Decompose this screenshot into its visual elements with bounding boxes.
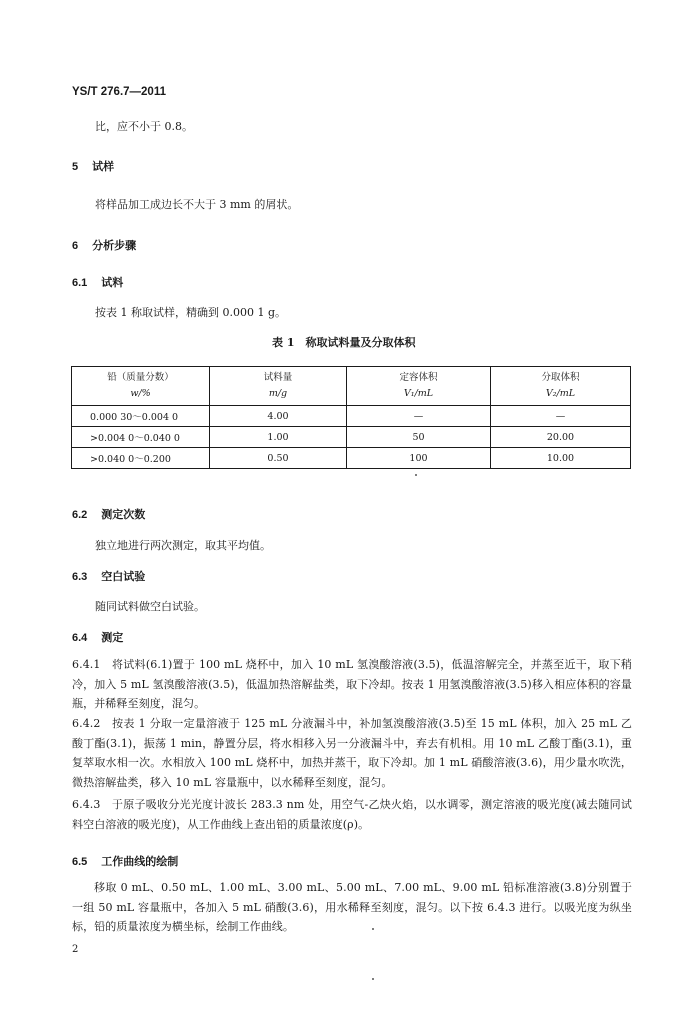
header-unit: V₂/mL xyxy=(545,388,576,399)
section-number: 6 xyxy=(72,240,79,252)
section-number: 5 xyxy=(72,161,79,173)
header-line: 铅（质量分数） xyxy=(107,372,174,383)
section-title: 试样 xyxy=(92,160,115,173)
scan-speck xyxy=(372,978,374,980)
section-title: 试料 xyxy=(101,276,124,289)
table-cell: 10.00 xyxy=(491,448,631,469)
section-6-5-heading xyxy=(72,853,178,869)
header-cell xyxy=(210,367,347,406)
table-cell: 50 xyxy=(347,427,491,448)
table-caption: 表 1 称取试料量及分取体积 xyxy=(272,336,416,349)
header-cell xyxy=(347,367,491,406)
page-number: 2 xyxy=(72,944,79,955)
standard-code-header: YS/T 276.7—2011 xyxy=(72,86,166,98)
section-6-1-text: 按表 1 称取试样，精确到 0.000 1 g。 xyxy=(95,306,287,319)
section-5-heading xyxy=(72,158,114,174)
header-unit: w/% xyxy=(130,388,151,399)
scan-speck xyxy=(372,928,374,930)
section-title: 分析步骤 xyxy=(92,239,137,252)
section-6-2-text: 独立地进行两次测定，取其平均值。 xyxy=(95,539,271,552)
section-6-3-text: 随同试料做空白试验。 xyxy=(95,600,205,613)
table-cell: >0.040 0～0.200 xyxy=(72,448,210,469)
header-cell xyxy=(491,367,631,406)
section-6-3-heading xyxy=(72,568,145,584)
table-header-row xyxy=(72,367,631,406)
table-1 xyxy=(71,366,631,469)
section-6-2-heading xyxy=(72,506,145,522)
paragraph-6-4-2: 6.4.2 按表 1 分取一定量溶液于 125 mL 分液漏斗中，补加氢溴酸溶液(3.5)至 15 mL 体积，加入 25 mL 乙酸丁酯(3.1)，振荡 1 min，静置分层，将水相移入另一分液漏斗中，弃去有机相。用 10 mL 乙酸丁酯(3.1)，重复萃取水相一次。水相放入 100 mL 烧杯中，加热并蒸干，取下冷却。加 1 mL 硝酸溶液(3.6)，用少量水吹洗，微热溶解盐类，移入 10 mL 容量瓶中，以水稀释至刻度，混匀。 xyxy=(72,717,632,789)
header-line: 定容体积 xyxy=(399,372,438,383)
section-6-4-heading xyxy=(72,629,123,645)
section-title: 测定次数 xyxy=(101,508,146,521)
paragraph-6-4-1: 6.4.1 将试料(6.1)置于 100 mL 烧杯中，加入 10 mL 氢溴酸溶液(3.5)，低温溶解完全，并蒸至近干，取下稍冷，加入 5 mL 氢溴酸溶液(3.5)，低温加热溶解盐类，取下冷却。按表 1 用氢溴酸溶液(3.5)移入相应体积的容量瓶，并稀释至刻度，混匀。 xyxy=(72,658,632,710)
table-cell: 0.000 30～0.004 0 xyxy=(72,406,210,427)
table-cell: 0.50 xyxy=(210,448,347,469)
scan-speck xyxy=(415,474,417,476)
section-number: 6.5 xyxy=(72,856,88,868)
section-title: 测定 xyxy=(101,631,124,644)
intro-line: 比，应不小于 0.8。 xyxy=(95,120,193,133)
paragraph-6-5: 移取 0 mL、0.50 mL、1.00 mL、3.00 mL、5.00 mL、7.00 mL、9.00 mL 铅标准溶液(3.8)分别置于一组 50 mL 容量瓶中，各加入 5 mL 硝酸(3.6)，用水稀释至刻度，混匀。以下按 6.4.3 进行。以吸光度为纵坐标，铅的质量浓度为横坐标，绘制工作曲线。 xyxy=(72,881,632,933)
section-6-1-heading xyxy=(72,274,123,290)
header-cell xyxy=(72,367,210,406)
table-row xyxy=(72,427,631,448)
table-cell: 4.00 xyxy=(210,406,347,427)
header-line: 分取体积 xyxy=(541,372,580,383)
table-cell: 20.00 xyxy=(491,427,631,448)
table-cell: >0.004 0～0.040 0 xyxy=(72,427,210,448)
section-title: 空白试验 xyxy=(101,570,146,583)
section-number: 6.3 xyxy=(72,571,88,583)
section-5-text: 将样品加工成边长不大于 3 mm 的屑状。 xyxy=(95,198,299,211)
table-cell: 100 xyxy=(347,448,491,469)
section-number: 6.4 xyxy=(72,632,88,644)
table-cell: — xyxy=(491,406,631,427)
table-row xyxy=(72,406,631,427)
table-row xyxy=(72,448,631,469)
header-unit: m/g xyxy=(268,388,288,399)
section-number: 6.2 xyxy=(72,509,88,521)
paragraph-6-4-3: 6.4.3 于原子吸收分光光度计波长 283.3 nm 处，用空气-乙炔火焰，以水调零，测定溶液的吸光度(减去随同试料空白溶液的吸光度)，从工作曲线上查出铅的质量浓度(ρ)。 xyxy=(72,798,632,831)
section-number: 6.1 xyxy=(72,277,88,289)
section-title: 工作曲线的绘制 xyxy=(101,855,179,868)
section-6-heading xyxy=(72,237,136,253)
table-cell: 1.00 xyxy=(210,427,347,448)
header-unit: V₁/mL xyxy=(403,388,434,399)
header-line: 试料量 xyxy=(263,372,293,383)
table-cell: — xyxy=(347,406,491,427)
